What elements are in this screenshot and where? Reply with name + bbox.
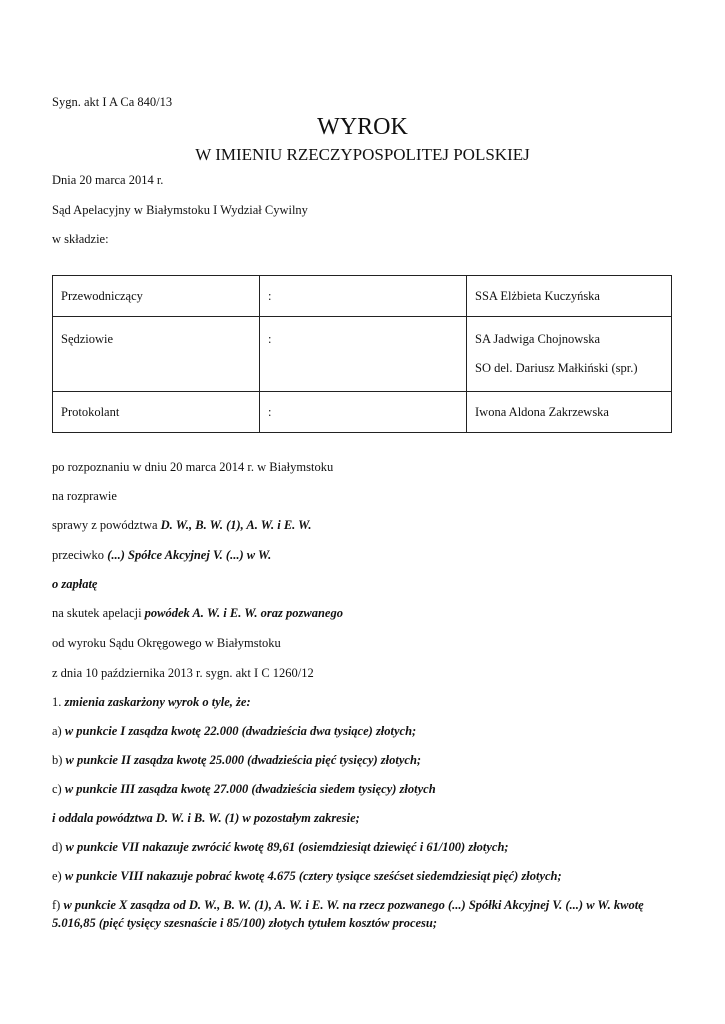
item-text: w punkcie II zasądza kwotę 25.000 (dwadzieścia pięć tysięcy) złotych; bbox=[65, 753, 422, 767]
ruling-item-c-continuation: i oddala powództwa D. W. i B. W. (1) w pozostałym zakresie; bbox=[52, 811, 360, 825]
names-cell bbox=[467, 276, 672, 317]
separator-cell bbox=[260, 392, 467, 433]
ruling-item-e bbox=[52, 868, 562, 884]
names-cell bbox=[467, 392, 672, 433]
person-name: SO del. Dariusz Małkiński (spr.) bbox=[475, 361, 638, 375]
ruling-item-d bbox=[52, 839, 509, 855]
court-name: Sąd Apelacyjny w Białymstoku I Wydział Cywilny bbox=[52, 203, 308, 217]
role-separator: : bbox=[268, 405, 272, 419]
item-prefix: a) bbox=[52, 724, 65, 738]
role-cell bbox=[53, 317, 260, 392]
hearing-info: po rozpoznaniu w dniu 20 marca 2014 r. w Białymstoku bbox=[52, 460, 334, 474]
document-subtitle: W IMIENIU RZECZYPOSPOLITEJ POLSKIEJ bbox=[195, 145, 530, 164]
case-subject: o zapłatę bbox=[52, 577, 98, 591]
appeal-line bbox=[52, 605, 343, 621]
item-text: w punkcie III zasądza kwotę 27.000 (dwadzieścia siedem tysięcy) złotych bbox=[64, 782, 436, 796]
against-party: (...) Spółce Akcyjnej V. (...) w W. bbox=[107, 548, 272, 562]
judgment-from: od wyroku Sądu Okręgowego w Białymstoku bbox=[52, 636, 281, 650]
item-prefix: f) bbox=[52, 898, 64, 912]
appeal-parties: powódek A. W. i E. W. oraz pozwanego bbox=[144, 606, 343, 620]
item-text: w punkcie VII nakazuje zwrócić kwotę 89,61 (osiemdziesiąt dziewięć i 61/100) złotych; bbox=[65, 840, 509, 854]
case-prefix: sprawy z powództwa bbox=[52, 518, 161, 532]
item-prefix: e) bbox=[52, 869, 65, 883]
table-row bbox=[53, 392, 672, 433]
case-signature: Sygn. akt I A Ca 840/13 bbox=[52, 95, 173, 109]
against-line bbox=[52, 547, 271, 563]
separator-cell bbox=[260, 317, 467, 392]
table-row bbox=[53, 276, 672, 317]
item-text: w punkcie VIII nakazuje pobrać kwotę 4.675 (cztery tysiące sześćset siedemdziesiąt pięć) złotych; bbox=[64, 869, 562, 883]
item-text: zmienia zaskarżony wyrok o tyle, że: bbox=[64, 695, 251, 709]
judgment-date: Dnia 20 marca 2014 r. bbox=[52, 173, 164, 187]
case-parties: D. W., B. W. (1), A. W. i E. W. bbox=[160, 518, 312, 532]
against-prefix: przeciwko bbox=[52, 548, 108, 562]
role-cell bbox=[53, 392, 260, 433]
role-separator: : bbox=[268, 289, 272, 303]
person-name: SA Jadwiga Chojnowska bbox=[475, 332, 600, 346]
item-text: w punkcie I zasądza kwotę 22.000 (dwadzieścia dwa tysiące) złotych; bbox=[64, 724, 417, 738]
composition-table bbox=[52, 275, 672, 433]
ruling-item-b bbox=[52, 752, 421, 768]
person-name: SSA Elżbieta Kuczyńska bbox=[475, 289, 600, 303]
item-text: w punkcie X zasądza od D. W., B. W. (1), A. W. i E. W. na rzecz pozwanego (...) Spółki Akcyjnej V. (...) w W. kwotę 5.016,85 (pięć tysięcy szesnaście i 85/100) złotych tytułem kosztów procesu; bbox=[52, 898, 644, 930]
role-label: Protokolant bbox=[61, 405, 120, 419]
role-separator: : bbox=[268, 332, 272, 346]
item-prefix: c) bbox=[52, 782, 65, 796]
document-title: WYROK bbox=[317, 114, 408, 140]
separator-cell bbox=[260, 276, 467, 317]
role-label: Sędziowie bbox=[61, 332, 114, 346]
table-row bbox=[53, 317, 672, 392]
role-cell bbox=[53, 276, 260, 317]
session-type: na rozprawie bbox=[52, 489, 117, 503]
item-prefix: 1. bbox=[52, 695, 65, 709]
names-cell bbox=[467, 317, 672, 392]
case-parties-line bbox=[52, 517, 312, 533]
appeal-prefix: na skutek apelacji bbox=[52, 606, 145, 620]
role-label: Przewodniczący bbox=[61, 289, 143, 303]
ruling-item-f bbox=[52, 896, 677, 932]
item-prefix: b) bbox=[52, 753, 66, 767]
ruling-item-a bbox=[52, 723, 416, 739]
item-prefix: d) bbox=[52, 840, 66, 854]
composition-label: w składzie: bbox=[52, 232, 109, 246]
ruling-item-c bbox=[52, 781, 436, 797]
person-name: Iwona Aldona Zakrzewska bbox=[475, 405, 609, 419]
ruling-item-1 bbox=[52, 694, 251, 710]
judgment-reference: z dnia 10 października 2013 r. sygn. akt I C 1260/12 bbox=[52, 666, 314, 680]
